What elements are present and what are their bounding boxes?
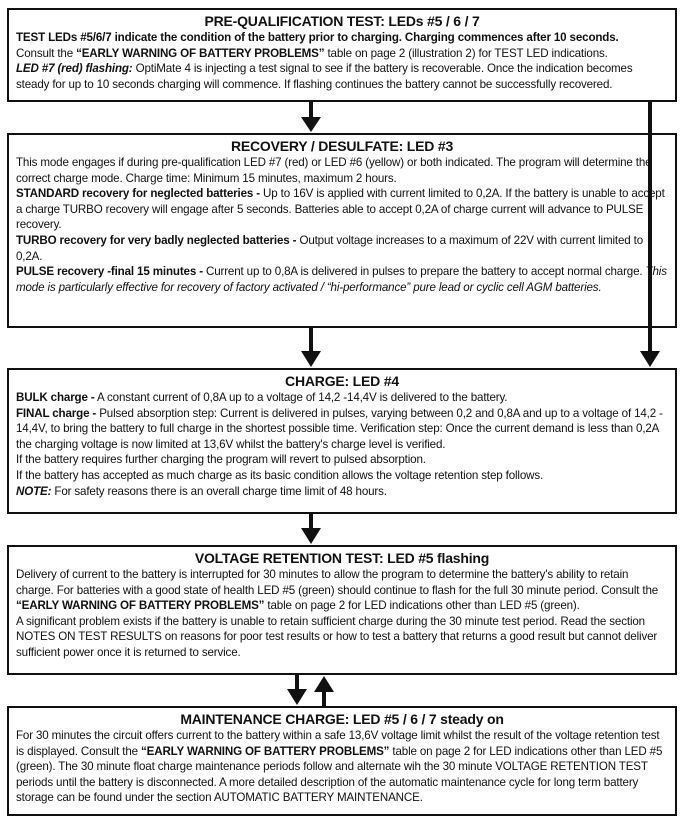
charge-note-label: NOTE: — [16, 484, 52, 498]
pulse-recovery-text: Current up to 0,8A is delivered in pulses to prepare the battery to accept normal charge. — [202, 265, 646, 279]
led7-label: LED #7 (red) flashing: — [16, 62, 133, 76]
arrow-prequal-to-recovery-icon — [301, 102, 321, 132]
pulse-recovery-note: This mode is particularly effective for recovery of factory activated / “hi-performance” pure lead or cyclic cell AGM batteries. — [16, 265, 667, 294]
standard-recovery-text: Up to 16V is applied with current limited to 0,2A. If the battery is unable to accept a charge TURBO recovery will engage after 5 seconds. Batteries able to accept 0,2A of charge current will advance to PULSE recovery. — [16, 187, 665, 232]
turbo-recovery-text: Output voltage increases to a maximum of 22V with current limited to 0,2A. — [16, 233, 644, 263]
voltage-retention-paragraph-2: A significant problem exists if the battery is unable to retain sufficient charge during the 30 minute test period. Read the section NOTES ON TEST RESULTS on reasons for poor test results or how to test a battery that returns a good result but cannot deliver sufficient power once it is returned to service. — [16, 614, 658, 659]
consult-text-post: table on page 2 (illustration 2) for TEST LED indications. — [324, 46, 608, 60]
bulk-charge-text: A constant current of 0,8A up to a voltage of 14,2 -14,4V is delivered to the battery. — [94, 391, 508, 404]
charge-note-text: For safety reasons there is an overall charge time limit of 48 hours. — [51, 484, 387, 498]
arrow-retention-to-maintenance-icon — [287, 675, 307, 705]
arrow-recovery-to-charge-icon — [301, 328, 321, 367]
turbo-recovery-label: TURBO recovery for very badly neglected batteries - — [16, 233, 297, 247]
bulk-charge-label: BULK charge - — [16, 391, 95, 404]
maintenance-text-pre: For 30 minutes the circuit offers current to the battery within a safe 13,6V voltage limit whilst the result of the voltage retention test is displayed. Consult the — [16, 729, 660, 758]
arrow-charge-to-retention-icon — [301, 514, 321, 544]
recovery-title: RECOVERY / DESULFATE: LED #3 — [230, 138, 454, 154]
retention-text-pre: Delivery of current to the battery is interrupted for 30 minutes to allow the program to determine the battery's ability to retain charge. For batteries with a good state of health LED #5 (green) should continue to flash for the full 30 minute period. Consult the — [16, 568, 659, 597]
early-warning-reference: “EARLY WARNING OF BATTERY PROBLEMS” — [141, 744, 390, 758]
early-warning-reference: “EARLY WARNING OF BATTERY PROBLEMS” — [16, 599, 265, 613]
standard-recovery-label: STANDARD recovery for neglected batteries - — [16, 187, 260, 201]
further-charging-text: If the battery requires further charging the program will revert to pulsed absorption. — [16, 453, 426, 467]
maintenance-text-post: table on page 2 for LED indications other than LED #5 (green). The 30 minute float charge maintenance periods follow and alternate wih the 30 minute VOLTAGE RETENTION TEST periods until the battery is disconnected. A more detailed description of the automatic maintenance cycle for long term battery storage can be found under the section AUTOMATIC BATTERY MAINTENANCE. — [16, 744, 663, 805]
retention-text-post: table on page 2 for LED indications other than LED #5 (green). — [264, 599, 580, 613]
maintenance-title: MAINTENANCE CHARGE: LED #5 / 6 / 7 steady on — [180, 711, 504, 727]
charge-accepted-text: If the battery has accepted as much charge as its basic condition allows the voltage retention step follows. — [16, 468, 544, 482]
final-charge-text: Pulsed absorption step: Current is delivered in pulses, varying between 0,2 and 0,8A and up to a voltage of 14,2 - 14,4V, to bring the battery to full charge in the shortest possible time. Verification step: Once the current demand is less than 0,2A the charging voltage is now limited at 13,6V whilst the battery's charge level is verified. — [16, 406, 663, 451]
voltage-retention-title: VOLTAGE RETENTION TEST: LED #5 flashing — [194, 550, 490, 566]
arrow-maintenance-to-retention-icon — [314, 676, 334, 706]
prequalification-led-summary: TEST LEDs #5/6/7 indicate the condition of the battery prior to charging. Charging commences after 10 seconds. — [16, 31, 619, 44]
consult-text-pre: Consult the — [16, 46, 77, 60]
prequalification-title: PRE-QUALIFICATION TEST: LEDs #5 / 6 / 7 — [204, 13, 480, 29]
led7-text: OptiMate 4 is injecting a test signal to see if the battery is recoverable. Once the indication becomes steady for up to 10 seconds charging will commence. If flashing continues the battery cannot be successfully recovered. — [16, 62, 633, 91]
arrow-prequal-to-charge-bypass-icon — [640, 102, 660, 367]
recovery-intro: This mode engages if during pre-qualification LED #7 (red) or LED #6 (yellow) or both indicated. The program will determine the correct charge mode. Charge time: Minimum 15 minutes, maximum 2 hours. — [16, 156, 652, 185]
charge-title: CHARGE: LED #4 — [285, 373, 399, 389]
early-warning-reference: “EARLY WARNING OF BATTERY PROBLEMS” — [76, 46, 325, 60]
pulse-recovery-label: PULSE recovery -final 15 minutes - — [16, 265, 203, 279]
final-charge-label: FINAL charge - — [16, 406, 97, 420]
